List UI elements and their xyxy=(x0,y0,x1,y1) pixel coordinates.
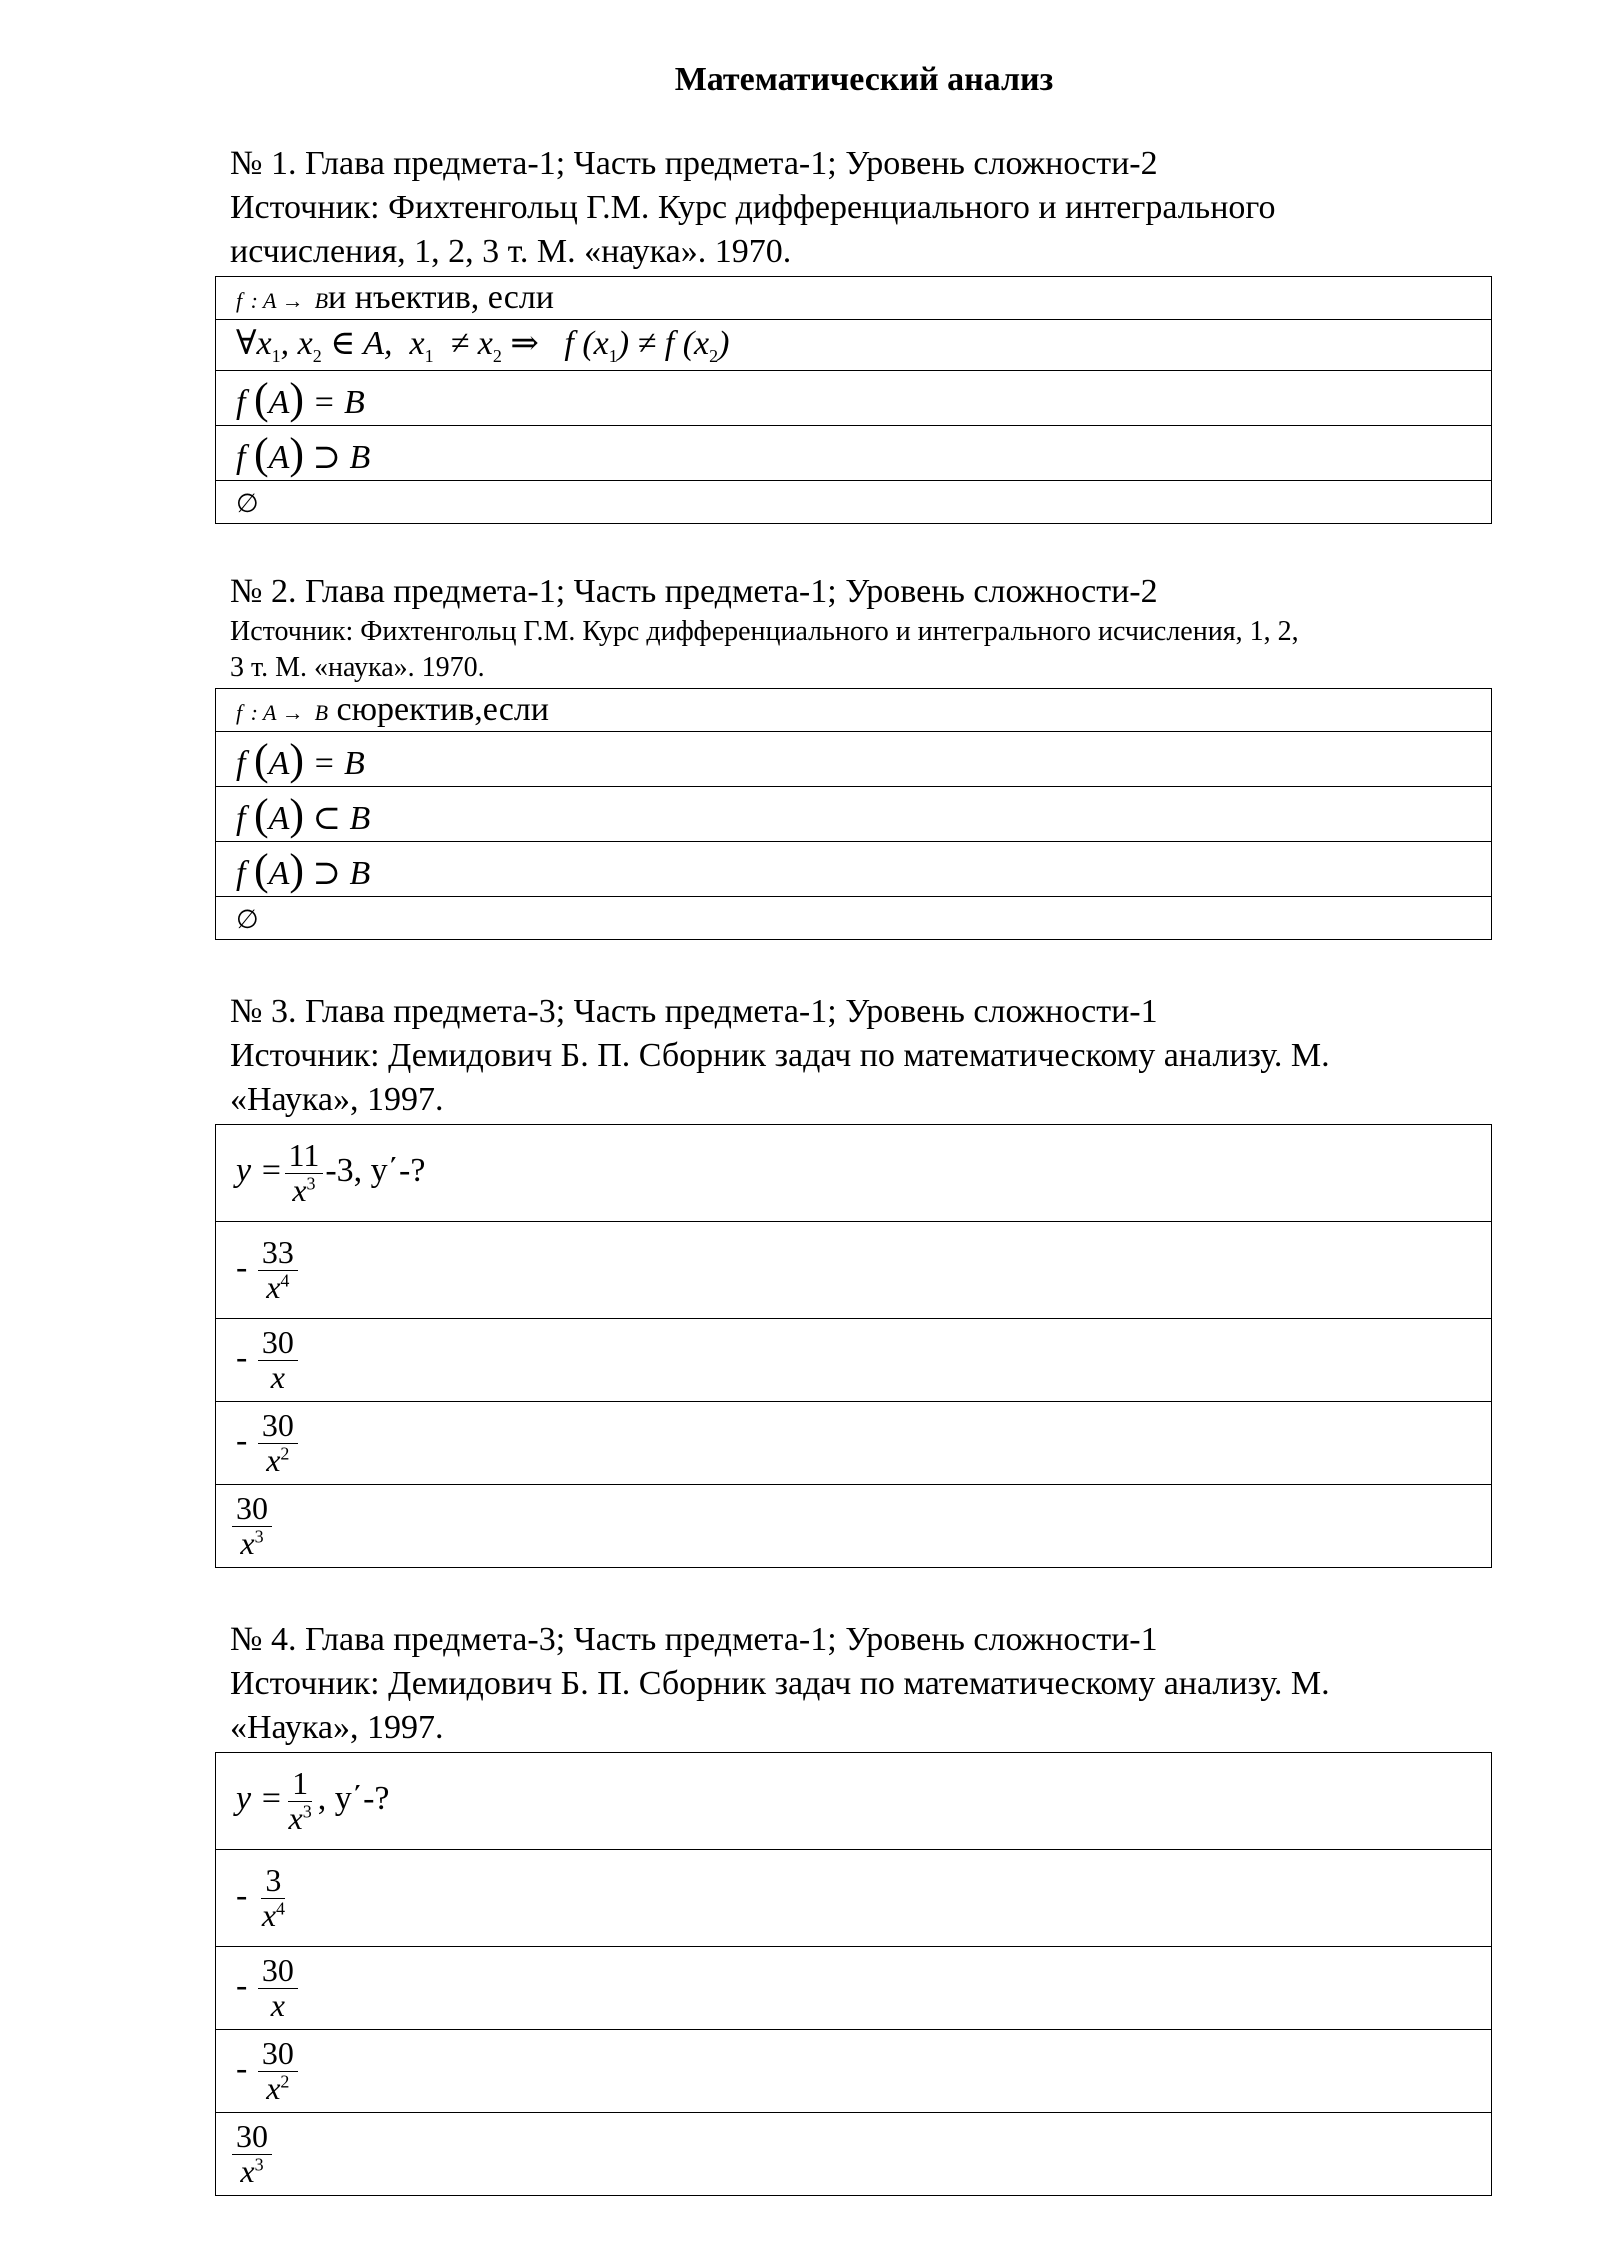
question-3 xyxy=(230,990,1510,1568)
options-table xyxy=(215,1124,1492,1568)
question-2 xyxy=(230,570,1510,940)
answer-option[interactable]: f (A) ⊂ B xyxy=(216,787,1492,842)
answer-option[interactable]: - $\frac{30}{x}$ xyxy=(216,1319,1492,1402)
answer-option[interactable]: $\frac{30}{x^3}$ xyxy=(216,2113,1492,2196)
answer-option[interactable]: f (A) ⊃ B xyxy=(216,426,1492,481)
question-4 xyxy=(230,1618,1510,2196)
empty-set-symbol: ∅ xyxy=(236,905,259,934)
question-stem: f : A → Bи нъектив, если xyxy=(216,277,1492,320)
empty-set-symbol: ∅ xyxy=(236,489,259,518)
options-table xyxy=(215,688,1492,940)
question-stem: y = $\frac{11}{x^3}$ -3, y΄-? xyxy=(216,1125,1492,1222)
question-header: № 4. Глава предмета-3; Часть предмета-1; Уровень сложности-1 xyxy=(230,1621,1158,1658)
options-table xyxy=(215,276,1492,524)
question-source: Источник: Фихтенгольц Г.М. Курс дифференциального и интегрального исчисления, 1, 2, 3 т. М. «наука». 1970. xyxy=(230,189,1276,270)
answer-option[interactable] xyxy=(216,897,1492,940)
answer-option[interactable]: - $\frac{30}{x^2}$ xyxy=(216,1402,1492,1485)
options-table xyxy=(215,1752,1492,2196)
answer-option[interactable]: - $\frac{30}{x^2}$ xyxy=(216,2030,1492,2113)
answer-option[interactable]: f (A) = B xyxy=(216,371,1492,426)
page-title: Математический анализ xyxy=(674,61,1054,98)
question-header: № 3. Глава предмета-3; Часть предмета-1; Уровень сложности-1 xyxy=(230,993,1158,1030)
question-source: Источник: Фихтенгольц Г.М. Курс дифференциального и интегрального исчисления, 1, 2, 3 т. М. «наука». 1970. xyxy=(230,616,1299,683)
answer-option[interactable]: - $\frac{30}{x}$ xyxy=(216,1947,1492,2030)
answer-option[interactable] xyxy=(216,481,1492,524)
stem-text: и нъектив, если xyxy=(328,279,554,316)
answer-option[interactable]: - $\frac{3}{x^4}$ xyxy=(216,1850,1492,1947)
question-stem: y = $\frac{1}{x^3}$ , y΄-? xyxy=(216,1753,1492,1850)
answer-option[interactable]: $\forall x_1$, $x_2$ ∈ A, $x_1 \ne x_2$ ⇒ f $(x_1) \ne f$ $(x_2)$ xyxy=(216,320,1492,371)
answer-option[interactable]: f (A) ⊃ B xyxy=(216,842,1492,897)
question-header: № 2. Глава предмета-1; Часть предмета-1; Уровень сложности-2 xyxy=(230,573,1158,610)
answer-option[interactable]: f (A) = B xyxy=(216,732,1492,787)
question-header: № 1. Глава предмета-1; Часть предмета-1; Уровень сложности-2 xyxy=(230,145,1158,182)
answer-option[interactable]: $\frac{30}{x^3}$ xyxy=(216,1485,1492,1568)
answer-option[interactable]: - $\frac{33}{x^4}$ xyxy=(216,1222,1492,1319)
stem-text: сюректив,если xyxy=(336,691,549,728)
question-source: Источник: Демидович Б. П. Сборник задач по математическому анализу. М. «Наука», 1997. xyxy=(230,1665,1330,1746)
question-1 xyxy=(230,142,1510,524)
question-stem: f : A → B сюректив,если xyxy=(216,689,1492,732)
question-source: Источник: Демидович Б. П. Сборник задач по математическому анализу. М. «Наука», 1997. xyxy=(230,1037,1330,1118)
